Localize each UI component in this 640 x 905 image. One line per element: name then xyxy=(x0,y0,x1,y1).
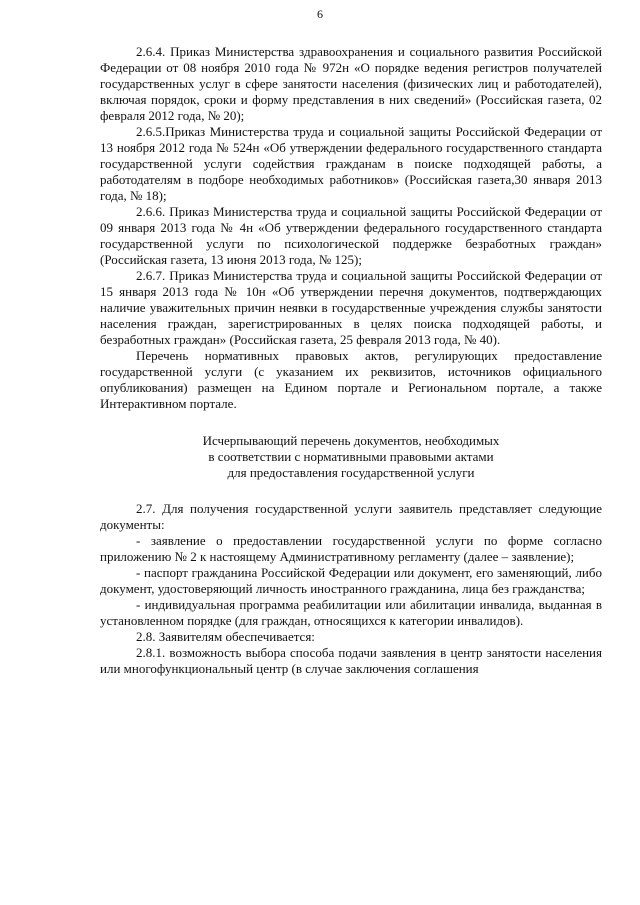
paragraph-2-8-1: 2.8.1. возможность выбора способа подачи заявления в центр занятости населения или многофункциональный центр (в случае заключения соглашения xyxy=(100,645,602,676)
section-heading xyxy=(100,433,602,481)
paragraph-2-6-5: 2.6.5.Приказ Министерства труда и социальной защиты Российской Федерации от 13 ноября 2012 года № 524н «Об утверждении федерального государственного стандарта государственной услуги содействия гражданам в поиске подходящей работы, а работодателям в подборе необходимых работников» (Российская газета,30 января 2013 года, № 18); xyxy=(100,124,602,203)
page-number: 6 xyxy=(317,7,323,21)
paragraph-2-8: 2.8. Заявителям обеспечивается: xyxy=(136,629,315,644)
list-item-passport: - паспорт гражданина Российской Федерации или документ, его заменяющий, либо документ, удостоверяющий личность иностранного гражданина, лица без гражданства; xyxy=(100,565,602,596)
section-heading-line-3: для предоставления государственной услуги xyxy=(227,465,475,480)
paragraph-2-7: 2.7. Для получения государственной услуги заявитель представляет следующие документы: xyxy=(100,501,602,532)
paragraph-2-6-7: 2.6.7. Приказ Министерства труда и социальной защиты Российской Федерации от 15 января 2013 года № 10н «Об утверждении перечня документов, подтверждающих наличие уважительных причин неявки в государственные учреждения службы занятости населения граждан, зарегистрированных в целях поиска подходящей работы, и безработных граждан» (Российская газета, 25 февраля 2013 года, № 40). xyxy=(100,268,602,347)
paragraph-legal-acts-list: Перечень нормативных правовых актов, регулирующих предоставление государственной услуги (с указанием их реквизитов, источников официального опубликования) размещен на Едином портале и Региональном портале, а также Интерактивном портале. xyxy=(100,348,602,411)
list-item-application: - заявление о предоставлении государственной услуги по форме согласно приложению № 2 к настоящему Административному регламенту (далее – заявление); xyxy=(100,533,602,564)
paragraph-2-6-4: 2.6.4. Приказ Министерства здравоохранения и социального развития Российской Федерации от 08 ноября 2010 года № 972н «О порядке ведения регистров получателей государственных услуг в сфере занятости населения (физических лиц и работодателей), включая порядок, сроки и форму представления в них сведений» (Российская газета, 02 февраля 2012 года, № 20); xyxy=(100,44,602,123)
paragraph-2-6-6: 2.6.6. Приказ Министерства труда и социальной защиты Российской Федерации от 09 января 2013 года № 4н «Об утверждении федерального государственного стандарта государственной услуги по психологической поддержке безработных граждан» (Российская газета, 13 июня 2013 года, № 125); xyxy=(100,204,602,267)
section-heading-line-1: Исчерпывающий перечень документов, необходимых xyxy=(202,433,500,448)
document-body xyxy=(100,44,602,677)
list-item-rehabilitation-program: - индивидуальная программа реабилитации или абилитации инвалида, выданная в установленном порядке (для граждан, относящихся к категории инвалидов). xyxy=(100,597,602,628)
section-heading-line-2: в соответствии с нормативными правовыми актами xyxy=(208,449,494,464)
